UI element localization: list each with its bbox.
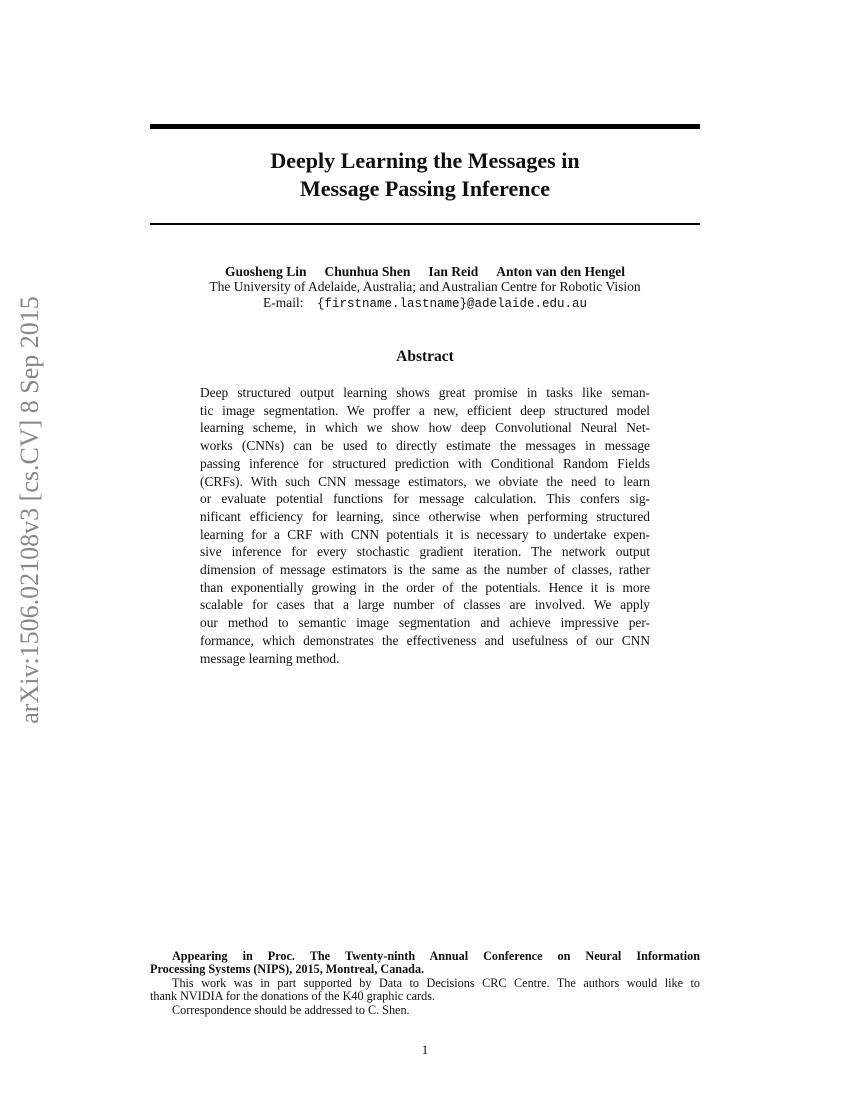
- author: Guosheng Lin: [225, 264, 307, 279]
- title-rule: [150, 223, 700, 225]
- abstract-line: dimension of message estimators is the same as the number of classes, rather: [200, 562, 650, 578]
- abstract-line: passing inference for structured prediction with Conditional Random Fields: [200, 455, 650, 471]
- abstract-line: message learning method.: [200, 650, 340, 666]
- footnote-line: Processing Systems (NIPS), 2015, Montreal, Canada.: [150, 962, 425, 977]
- footnote-line: thank NVIDIA for the donations of the K40 graphic cards.: [150, 989, 435, 1004]
- footnote-line: Correspondence should be addressed to C. Shen.: [172, 1002, 410, 1017]
- abstract-line: tic image segmentation. We proffer a new, efficient deep structured model: [200, 402, 650, 418]
- top-rule: [150, 124, 700, 129]
- abstract-line: than exponentially growing in the order of the potentials. Hence it is more: [200, 579, 650, 595]
- abstract-line: Deep structured output learning shows great promise in tasks like seman-: [200, 385, 650, 400]
- author: Ian Reid: [428, 264, 479, 279]
- abstract-line: learning scheme, in which we show how deep Convolutional Neural Net-: [200, 420, 650, 436]
- abstract-line: scalable for cases that a large number of classes are involved. We apply: [200, 597, 650, 613]
- abstract-line: works (CNNs) can be used to directly estimate the messages in message: [200, 438, 650, 454]
- footnote-line: This work was in part supported by Data to Decisions CRC Centre. The authors would like to: [172, 975, 700, 990]
- abstract-line: nificant efficiency for learning, since otherwise when performing structured: [200, 508, 650, 524]
- title-line-2: Message Passing Inference: [299, 176, 551, 201]
- abstract-heading: Abstract: [396, 348, 454, 365]
- abstract-line: sive inference for every stochastic gradient iteration. The network output: [200, 544, 650, 560]
- page-number: 1: [421, 1042, 429, 1057]
- authors: [0, 264, 850, 280]
- title-line-1: Deeply Learning the Messages in: [270, 148, 580, 173]
- abstract-line: (CRFs). With such CNN message estimators, we obviate the need to learn: [200, 473, 650, 489]
- abstract-line: formance, which demonstrates the effectiveness and usefulness of our CNN: [200, 632, 650, 648]
- email-line: [0, 295, 850, 311]
- abstract-body: [200, 384, 650, 667]
- abstract-line: our method to semantic image segmentation and achieve impressive per-: [200, 615, 650, 631]
- email: {firstname.lastname}@adelaide.edu.au: [316, 297, 588, 311]
- abstract-line: or evaluate potential functions for message calculation. This confers sig-: [200, 491, 650, 507]
- author: Chunhua Shen: [324, 264, 411, 279]
- email-label: E-mail:: [262, 295, 304, 310]
- footnote-line: Appearing in Proc. The Twenty-ninth Annual Conference on Neural Information: [172, 949, 700, 963]
- arxiv-stamp: arXiv:1506.02108v3 [cs.CV] 8 Sep 2015: [15, 296, 44, 724]
- footnotes: [150, 950, 700, 1017]
- author: Anton van den Hengel: [496, 264, 625, 279]
- affiliation: The University of Adelaide, Australia; and Australian Centre for Robotic Vision: [209, 279, 641, 294]
- abstract-line: learning for a CRF with CNN potentials it is necessary to undertake expen-: [200, 526, 650, 542]
